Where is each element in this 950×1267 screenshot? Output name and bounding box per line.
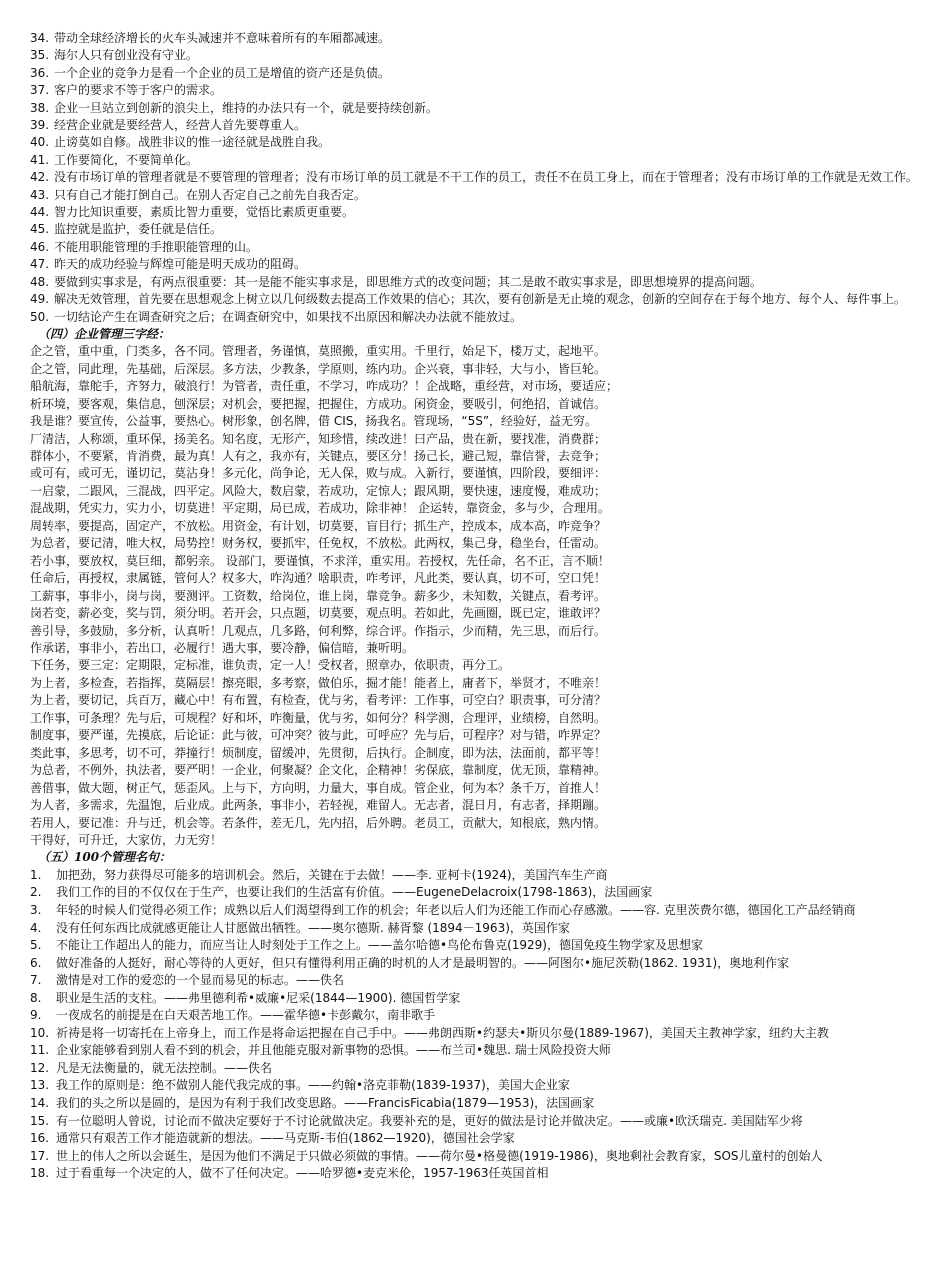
classic-line: 混战期，凭实力，实力小，切莫进！平定期，局已成，若成功，除非神！ 企运转，靠资金，多与少，合理用。 bbox=[30, 501, 610, 516]
item-text: 祈祷是将一切寄托在上帝身上，而工作是将命运把握在自己手中。——弗朗西斯•约瑟夫•斯贝尔曼(1889-1967)，美国天主教神学家，纽约大主教 bbox=[56, 1025, 829, 1040]
item-number: 37. bbox=[30, 83, 50, 98]
item-text: 工作要简化，不要简单化。 bbox=[54, 152, 199, 167]
item-number: 39. bbox=[30, 118, 50, 133]
quote-item bbox=[30, 1042, 932, 1060]
item-number: 50. bbox=[30, 309, 50, 324]
list-item bbox=[30, 274, 932, 291]
quote-item bbox=[30, 1007, 932, 1025]
item-text: 做好准备的人挺好，耐心等待的人更好，但只有懂得利用正确的时机的人才是最明智的。——阿图尔•施尼茨勒(1862. 1931)，奥地利作家 bbox=[56, 955, 790, 970]
item-text: 一夜成名的前提是在白天艰苦地工作。——霍华德•卡彭戴尔，南非歌手 bbox=[56, 1008, 436, 1023]
item-text: 带动全球经济增长的火车头减速并不意味着所有的车厢都减速。 bbox=[54, 31, 391, 45]
item-number: 4. bbox=[30, 920, 42, 935]
item-number: 35. bbox=[30, 48, 50, 63]
numbered-list-34-50 bbox=[30, 30, 932, 326]
item-text: 昨天的成功经验与辉煌可能是明天成功的阻碍。 bbox=[54, 257, 307, 272]
classic-line: 若小事，要放权，莫巨细，都躬亲。 设部门，要谨慎，不求洋，重实用。若授权，先任命，名不正，言不顺！ bbox=[30, 553, 610, 568]
classic-line: 析环境，要客观，集信息，刨深层；对机会，要把握，把握住，方成功。闲资金，要吸引，何绝招，首诚信。 bbox=[30, 396, 607, 411]
item-text: 一个企业的竞争力是看一个企业的员工是增值的资产还是负债。 bbox=[54, 65, 391, 80]
item-number: 48. bbox=[30, 274, 50, 289]
list-item bbox=[30, 100, 932, 117]
quote-item bbox=[30, 1113, 932, 1131]
item-text: 不能让工作超出人的能力，而应当让人时刻处于工作之上。——盖尔哈德•鸟伦布鲁克(1929)，德国免疫生物学家及思想家 bbox=[56, 938, 703, 953]
classic-line: 若用人，要记准：升与迁，机会等。若条件，差无几，先内招，后外聘。老员工，贡献大，知根底，熟内情。 bbox=[30, 815, 607, 830]
item-number: 47. bbox=[30, 257, 50, 272]
item-number: 44. bbox=[30, 205, 50, 220]
item-text: 没有任何东西比成就感更能让人甘愿做出牺牲。——奥尔德斯. 赫胥黎 (1894－1963)，英国作家 bbox=[56, 920, 570, 935]
item-text: 我们工作的目的不仅仅在于生产，也要让我们的生活富有价值。——EugeneDelacroix(1798-1863)，法国画家 bbox=[56, 885, 653, 900]
item-number: 5. bbox=[30, 938, 42, 953]
item-text: 通常只有艰苦工作才能造就新的想法。——马克斯-韦伯(1862—1920)，德国社会学家 bbox=[56, 1131, 515, 1146]
item-number: 14. bbox=[30, 1095, 50, 1110]
item-number: 10. bbox=[30, 1025, 50, 1040]
item-number: 3. bbox=[30, 902, 42, 917]
item-text: 企业家能够看到别人看不到的机会，并且他能克服对新事物的恐惧。——布兰司•魏思. 瑞士风险投资大师 bbox=[56, 1043, 611, 1058]
classic-line: 类此事，多思考，切不可，莽撞行！烦制度，留缓冲，先贯彻，后执行。企制度，即为法，法面前，都平等！ bbox=[30, 745, 607, 760]
classic-line: 为人者，多需求，先温饱，后业成。此两条，事非小，若轻视，难留人。无志者，混日月，有志者，择期蹦。 bbox=[30, 798, 607, 813]
list-item bbox=[30, 152, 932, 169]
classic-line: 群体小，不要紧，肯消费，最为真！人有之，我亦有，关键点，要区分！扬己长，避己短，靠信誉，去竞争； bbox=[30, 449, 607, 464]
classic-line: 工薪事，事非小，岗与岗，要测评。工资数，给岗位，谁上岗，靠竞争。薪多少，未知数，关键点，看考评。 bbox=[30, 588, 607, 603]
classic-line: 善借事，做大题，树正气，惩歪风。上与下，方向明，力量大，事自成。管企业，何为本？条千万，首推人！ bbox=[30, 780, 607, 795]
item-number: 18. bbox=[30, 1166, 50, 1181]
classic-line: 为总者，要记清，唯大权，局势控！财务权，要抓牢，任免权，不放松。此两权，集己身，稳坐台，任雷动。 bbox=[30, 536, 607, 551]
item-number: 17. bbox=[30, 1148, 50, 1163]
item-number: 45. bbox=[30, 222, 50, 237]
list-item bbox=[30, 187, 932, 204]
item-text: 我工作的原则是：绝不做别人能代我完成的事。——约翰•洛克菲勒(1839-1937)，美国大企业家 bbox=[56, 1078, 570, 1093]
quote-item bbox=[30, 1130, 932, 1148]
item-text: 客户的要求不等于客户的需求。 bbox=[54, 83, 223, 98]
list-item bbox=[30, 65, 932, 82]
list-item bbox=[30, 221, 932, 238]
item-text: 没有市场订单的管理者就是不要管理的管理者；没有市场订单的员工就是不干工作的员工，责任不在员工身上，而在于管理者；没有市场订单的工作就是无效工作。 bbox=[54, 170, 919, 185]
quote-item bbox=[30, 1165, 932, 1183]
item-text: 年轻的时候人们觉得必须工作；成熟以后人们渴望得到工作的机会；年老以后人们为还能工作而心存感激。——容. 克里茨费尔德，德国化工产品经销商 bbox=[56, 902, 856, 917]
item-number: 12. bbox=[30, 1060, 50, 1075]
item-number: 7. bbox=[30, 973, 42, 988]
classic-line: 周转率，要提高，固定产，不放松。用资金，有计划，切莫要，盲目行；抓生产，控成本，成本高，咋竞争？ bbox=[30, 518, 607, 533]
item-text: 经营企业就是要经营人，经营人首先要尊重人。 bbox=[54, 118, 307, 133]
item-text: 激情是对工作的爱恋的一个显而易见的标志。——佚名 bbox=[56, 973, 345, 988]
item-number: 34. bbox=[30, 31, 50, 45]
list-item bbox=[30, 169, 932, 186]
item-text: 海尔人只有创业没有守业。 bbox=[54, 48, 199, 63]
classic-line: 为上者，多检查，若指挥，莫隔层！擦亮眼，多考察，做伯乐，掘才能！能者上，庸者下，举贤才，不唯亲！ bbox=[30, 675, 607, 690]
item-number: 46. bbox=[30, 239, 50, 254]
list-item bbox=[30, 82, 932, 99]
classic-line: 企之管，重中重，门类多，各不同。管理者，务谨慎，莫照搬，重实用。千里行，始足下，楼万丈，起地平。 bbox=[30, 344, 607, 359]
list-item bbox=[30, 117, 932, 134]
item-text: 加把劲，努力获得尽可能多的培训机会。然后，关键在于去做！——李. 亚柯卡(1924)，美国汽车生产商 bbox=[56, 867, 608, 882]
classic-line: 下任务，要三定：定期限，定标准，谁负责，定一人！受权者，照章办，依职责，再分工。 bbox=[30, 658, 511, 673]
item-number: 16. bbox=[30, 1131, 50, 1146]
item-text: 智力比知识重要，素质比智力重要，觉悟比素质更重要。 bbox=[54, 205, 355, 220]
list-item bbox=[30, 309, 932, 326]
classic-line: 为上者，要切记，兵百万，藏心中！有布置，有检查，优与劣，看考评：工作事，可空白？职责事，可分清？ bbox=[30, 693, 607, 708]
item-number: 13. bbox=[30, 1078, 50, 1093]
classic-line: 船航海，靠舵手，齐努力，破浪行！为管者，责任重，不学习，咋成功？！企战略，重经营，对市场，要适应； bbox=[30, 379, 619, 394]
classic-line: 一启蒙，二跟风，三混战，四平定。风险大，数启蒙，若成功，定惊人；跟风期，要快速，速度慢，难成功； bbox=[30, 483, 607, 498]
item-number: 11. bbox=[30, 1043, 50, 1058]
item-number: 42. bbox=[30, 170, 50, 185]
item-number: 6. bbox=[30, 955, 42, 970]
quote-item bbox=[30, 990, 932, 1008]
classic-line: 岗若变，薪必变，奖与罚，须分明。若开会，只点题，切莫要，观点明。若如此，先画圈，既已定，谁敢评？ bbox=[30, 606, 607, 621]
quote-item bbox=[30, 1095, 932, 1113]
item-text: 只有自己才能打倒自己。在别人否定自己之前先自我否定。 bbox=[54, 187, 367, 202]
classic-line: 工作事，可条理？先与后，可规程？好和坏，咋衡量，优与劣，如何分？科学测，合理评，业绩榜，自然明。 bbox=[30, 710, 607, 725]
item-number: 1. bbox=[30, 867, 42, 882]
item-number: 43. bbox=[30, 187, 50, 202]
management-quotes-list bbox=[30, 867, 932, 1183]
classic-line: 企之管，同此理，先基础，后深层。多方法，少教条，学原则，练内功。企兴衰，事非轻，大与小，皆巨轮。 bbox=[30, 361, 607, 376]
item-text: 过于看重每一个决定的人，做不了任何决定。——哈罗德•麦克米伦，1957-1963任英国首相 bbox=[56, 1166, 549, 1181]
quote-item bbox=[30, 1148, 932, 1166]
list-item bbox=[30, 134, 932, 151]
item-number: 36. bbox=[30, 65, 50, 80]
list-item bbox=[30, 239, 932, 256]
quote-item bbox=[30, 920, 932, 938]
classic-line: 善引导，多鼓励，多分析，认真听！几观点，几多路，何利弊，综合评。作指示，少而精，先三思，而后行。 bbox=[30, 623, 607, 638]
item-number: 8. bbox=[30, 990, 42, 1005]
list-item bbox=[30, 30, 932, 47]
quote-item bbox=[30, 867, 932, 885]
item-text: 要做到实事求是，有两点很重要：其一是能不能实事求是，即思维方式的改变问题；其二是敢不敢实事求是，即思想境界的提高问题。 bbox=[54, 274, 763, 289]
quote-item bbox=[30, 1077, 932, 1095]
list-item bbox=[30, 47, 932, 64]
classic-line: 我是谁？要宣传，公益事，要热心。树形象，创名牌，借 CIS，扬我名。管现场，“5S”，经验好，益无穷。 bbox=[30, 414, 598, 429]
classic-line: 作承诺，事非小，若出口，必履行！遇大事，要冷静，偏信暗，兼听明。 bbox=[30, 641, 415, 656]
item-number: 9. bbox=[30, 1008, 42, 1023]
item-text: 有一位聪明人曾说，讨论而不做决定要好于不讨论就做决定。我要补充的是，更好的做法是讨论并做决定。——或廉•欧沃瑞克. 美国陆军少将 bbox=[56, 1113, 803, 1128]
quote-item bbox=[30, 902, 932, 920]
item-number: 38. bbox=[30, 100, 50, 115]
classic-line: 制度事，要严谨，先摸底，后论证：此与彼，可冲突？彼与此，可呼应？先与后，可程序？对与错，咋界定？ bbox=[30, 728, 607, 743]
section-heading-5: （五）100个管理名句： bbox=[38, 850, 172, 865]
classic-line: 厂清洁，人称颂，重环保，扬美名。知名度，无形产，知珍惜，续改进！曰产品，贵在新，要找准，消费群； bbox=[30, 431, 607, 446]
item-text: 凡是无法衡量的，就无法控制。——佚名 bbox=[56, 1060, 273, 1075]
item-number: 49. bbox=[30, 292, 50, 307]
quote-item bbox=[30, 1025, 932, 1043]
item-text: 世上的伟人之所以会诞生，是因为他们不满足于只做必须做的事情。——荷尔曼•格曼德(1919-1986)，奥地剩社会教育家，SOS儿童村的创始人 bbox=[56, 1148, 823, 1163]
item-text: 止谤莫如自修。战胜非议的惟一途径就是战胜自我。 bbox=[54, 135, 331, 150]
item-number: 15. bbox=[30, 1113, 50, 1128]
quote-item bbox=[30, 884, 932, 902]
list-item bbox=[30, 291, 932, 308]
item-number: 40. bbox=[30, 135, 50, 150]
item-text: 解决无效管理，首先要在思想观念上树立以几何级数去提高工作效果的信心；其次，要有创新是无止境的观念，创新的空间存在于每个地方、每个人、每件事上。 bbox=[54, 292, 907, 307]
classic-line: 任命后，再授权，隶属链，管何人？权多大，咋沟通？啥职责，咋考评，凡此类，要认真，切不可，空口凭！ bbox=[30, 571, 607, 586]
classic-line: 为总者，不例外，执法者，要严明！一企业，何聚凝？企文化，企精神！劣保底，靠制度，优无顶，靠精神。 bbox=[30, 763, 607, 778]
classic-line: 干得好，可升迁，大家仿，力无穷！ bbox=[30, 833, 223, 847]
item-text: 不能用职能管理的手推职能管理的山。 bbox=[54, 239, 259, 254]
item-number: 2. bbox=[30, 885, 42, 900]
item-text: 企业一旦站立到创新的浪尖上，维持的办法只有一个，就是要持续创新。 bbox=[54, 100, 439, 115]
quote-item bbox=[30, 1060, 932, 1078]
quote-item bbox=[30, 955, 932, 973]
item-text: 监控就是监护，委任就是信任。 bbox=[54, 222, 223, 237]
item-text: 我们的头之所以是圆的，是因为有利于我们改变思路。——FrancisFicabia(1879—1953)，法国画家 bbox=[56, 1095, 595, 1110]
list-item bbox=[30, 256, 932, 273]
list-item bbox=[30, 204, 932, 221]
item-text: 职业是生活的支柱。——弗里德利希•威廉•尼采(1844—1900). 德国哲学家 bbox=[56, 990, 461, 1005]
three-character-classic bbox=[30, 343, 932, 849]
item-text: 一切结论产生在调查研究之后；在调查研究中，如果找不出原因和解决办法就不能放过。 bbox=[54, 309, 523, 324]
quote-item bbox=[30, 972, 932, 990]
classic-line: 或可有，或可无，谨切记，莫沾身！多元化，尚争论，无人保，败与成。入新行，要谨慎，四阶段，要细评： bbox=[30, 466, 607, 481]
item-number: 41. bbox=[30, 152, 50, 167]
section-heading-4: （四）企业管理三字经： bbox=[38, 326, 171, 341]
quote-item bbox=[30, 937, 932, 955]
